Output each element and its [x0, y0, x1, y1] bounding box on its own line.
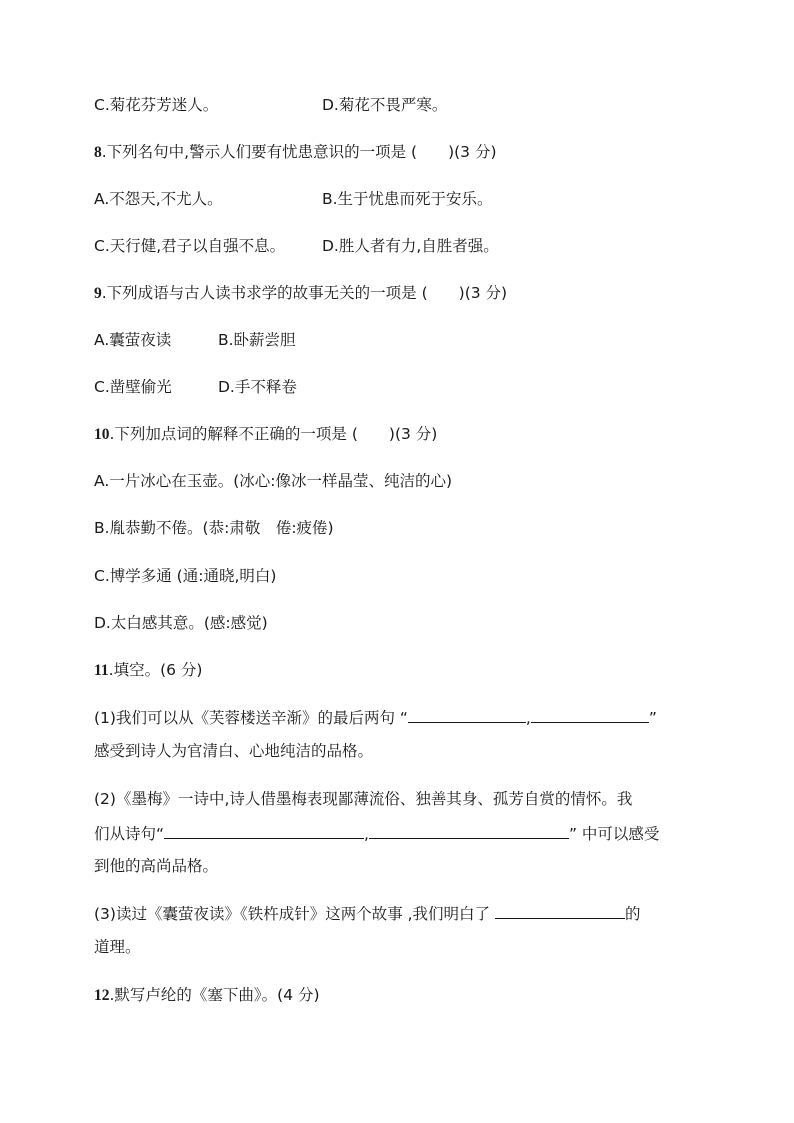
q11-part1-comma: , — [525, 709, 531, 727]
q11-part1-line2: 感受到诗人为官清白、心地纯洁的品格。 — [94, 742, 374, 760]
q11-part2-blank-2[interactable] — [369, 823, 569, 839]
q10-number: 10 — [94, 426, 110, 443]
q10-option-a: A.一片冰心在玉壶。(冰心:像冰一样晶莹、纯洁的心) — [94, 472, 453, 490]
q9-number: 9 — [94, 285, 102, 302]
q8-option-a: A.不怨天,不尤人。 — [94, 190, 223, 208]
q7-option-c: C.菊花芬芳迷人。 — [94, 96, 219, 114]
q7-option-d: D.菊花不畏严寒。 — [322, 96, 448, 114]
q12-number: 12 — [94, 987, 110, 1004]
q11-part1-blank-1[interactable] — [408, 707, 526, 723]
q8-option-b: B.生于忧患而死于安乐。 — [322, 190, 493, 208]
q11-part1-text: (1)我们可以从《芙蓉楼送辛渐》的最后两句 “ — [94, 709, 408, 727]
q11-part2-line3: 到他的高尚品格。 — [94, 857, 219, 875]
q11-part3-line1 — [94, 903, 641, 924]
q10-option-b: B.胤恭勤不倦。(恭:肃敬 倦:疲倦) — [94, 519, 334, 537]
q11-part1-close-quote: ” — [648, 709, 657, 727]
q11-part2-text: 们从诗句“ — [94, 825, 165, 843]
q11-part1-line1 — [94, 707, 657, 728]
q11-number: 11 — [94, 662, 109, 679]
q11-part3-blank[interactable] — [495, 903, 625, 919]
q11-part2-comma: , — [364, 825, 369, 843]
q10-option-c: C.博学多通 (通:通晓,明白) — [94, 567, 277, 585]
q9-stem — [94, 283, 507, 304]
q11-stem — [94, 660, 202, 681]
q9-option-a: A.囊萤夜读 — [94, 331, 172, 349]
q11-part2-line2 — [94, 823, 659, 844]
q10-stem — [94, 424, 437, 445]
q9-option-c: C.凿壁偷光 — [94, 378, 172, 396]
q8-option-c: C.天行健,君子以自强不息。 — [94, 237, 286, 255]
q11-part2-line1: (2)《墨梅》一诗中,诗人借墨梅表现鄙薄流俗、独善其身、孤芳自赏的情怀。我 — [94, 790, 633, 808]
q8-options-ab — [94, 189, 493, 209]
q8-stem-text: .下列名句中,警示人们要有忧患意识的一项是 ( )(3 分) — [101, 143, 497, 161]
q9-stem-text: .下列成语与古人读书求学的故事无关的一项是 ( )(3 分) — [101, 284, 508, 302]
q8-number: 8 — [94, 144, 102, 161]
q11-part2-blank-1[interactable] — [164, 823, 364, 839]
q11-part3-after: 的 — [625, 905, 641, 923]
q10-stem-text: .下列加点词的解释不正确的一项是 ( )(3 分) — [109, 425, 438, 443]
q11-stem-text: .填空。(6 分) — [108, 661, 203, 679]
q9-option-b: B.卧薪尝胆 — [218, 331, 296, 349]
q12-stem-text: .默写卢纶的《塞下曲》。(4 分) — [109, 986, 320, 1004]
q11-part2-after: ” 中可以感受 — [568, 825, 660, 843]
q7-options-cd — [94, 95, 447, 115]
q8-options-cd — [94, 236, 499, 256]
q11-part3-text: (3)读过《囊萤夜读》《铁杵成针》这两个故事 ,我们明白了 — [94, 905, 495, 923]
q8-stem — [94, 142, 497, 163]
q9-option-d: D.手不释卷 — [218, 378, 297, 396]
q12-stem — [94, 985, 320, 1006]
q9-options-ab — [94, 330, 296, 350]
q10-option-d: D.太白感其意。(感:感觉) — [94, 614, 268, 632]
q8-option-d: D.胜人者有力,自胜者强。 — [322, 237, 499, 255]
q11-part3-line2: 道理。 — [94, 938, 141, 956]
q9-options-cd — [94, 377, 297, 397]
q11-part1-blank-2[interactable] — [531, 707, 649, 723]
